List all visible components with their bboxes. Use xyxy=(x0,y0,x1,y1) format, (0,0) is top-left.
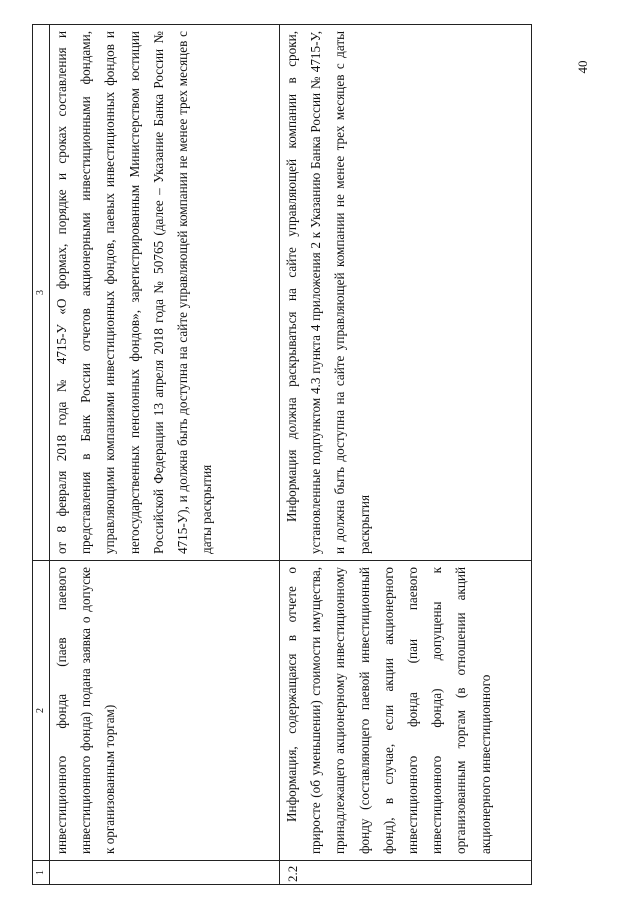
header-col-1: 1 xyxy=(33,861,50,885)
disclosure-terms-cell: Информация должна раскрываться на сайте управляющей компании в сроки, установленные подпунктом 4.3 пункта 4 приложения 2 к Указанию Банка России № 4715-У, и должна быть доступна на сайте управляющей компании не менее трех месяцев с даты раскрытия xyxy=(280,25,532,561)
table-row xyxy=(50,25,280,885)
row-number: 2.2 xyxy=(280,861,532,885)
header-col-3: 3 xyxy=(33,25,50,561)
info-description-cell: инвестиционного фонда (паев паевого инвестиционного фонда) подана заявка о допуске к организованным торгам) xyxy=(50,561,280,861)
disclosure-terms-cell: от 8 февраля 2018 года № 4715-У «О формах, порядке и сроках составления и представления в Банк России отчетов акционерными инвестиционными фондами, управляющими компаниями инвестиционных фондов, паевых инвестиционных фондов и негосударственных пенсионных фондов», зарегистрированным Министерством юстиции Российской Федерации 13 апреля 2018 года № 50765 (далее – Указание Банка России № 4715-У), и должна быть доступна на сайте управляющей компании не менее трех месяцев с даты раскрытия xyxy=(50,25,280,561)
table-header-row xyxy=(33,25,50,885)
page-number: 40 xyxy=(575,60,590,74)
row-number xyxy=(50,861,280,885)
table-row xyxy=(280,25,532,885)
disclosure-table xyxy=(32,24,532,885)
header-col-2: 2 xyxy=(33,561,50,861)
info-description-cell: Информация, содержащаяся в отчете о приросте (об уменьшении) стоимости имущества, принадлежащего акционерному инвестиционному фонду (составляющего паевой инвестиционный фонд), в случае, если акции акционерного инвестиционного фонда (паи паевого инвестиционного фонда) допущены к организованным торгам (в отношении акций акционерного инвестиционного xyxy=(280,561,532,861)
rotated-table-container xyxy=(32,25,532,885)
